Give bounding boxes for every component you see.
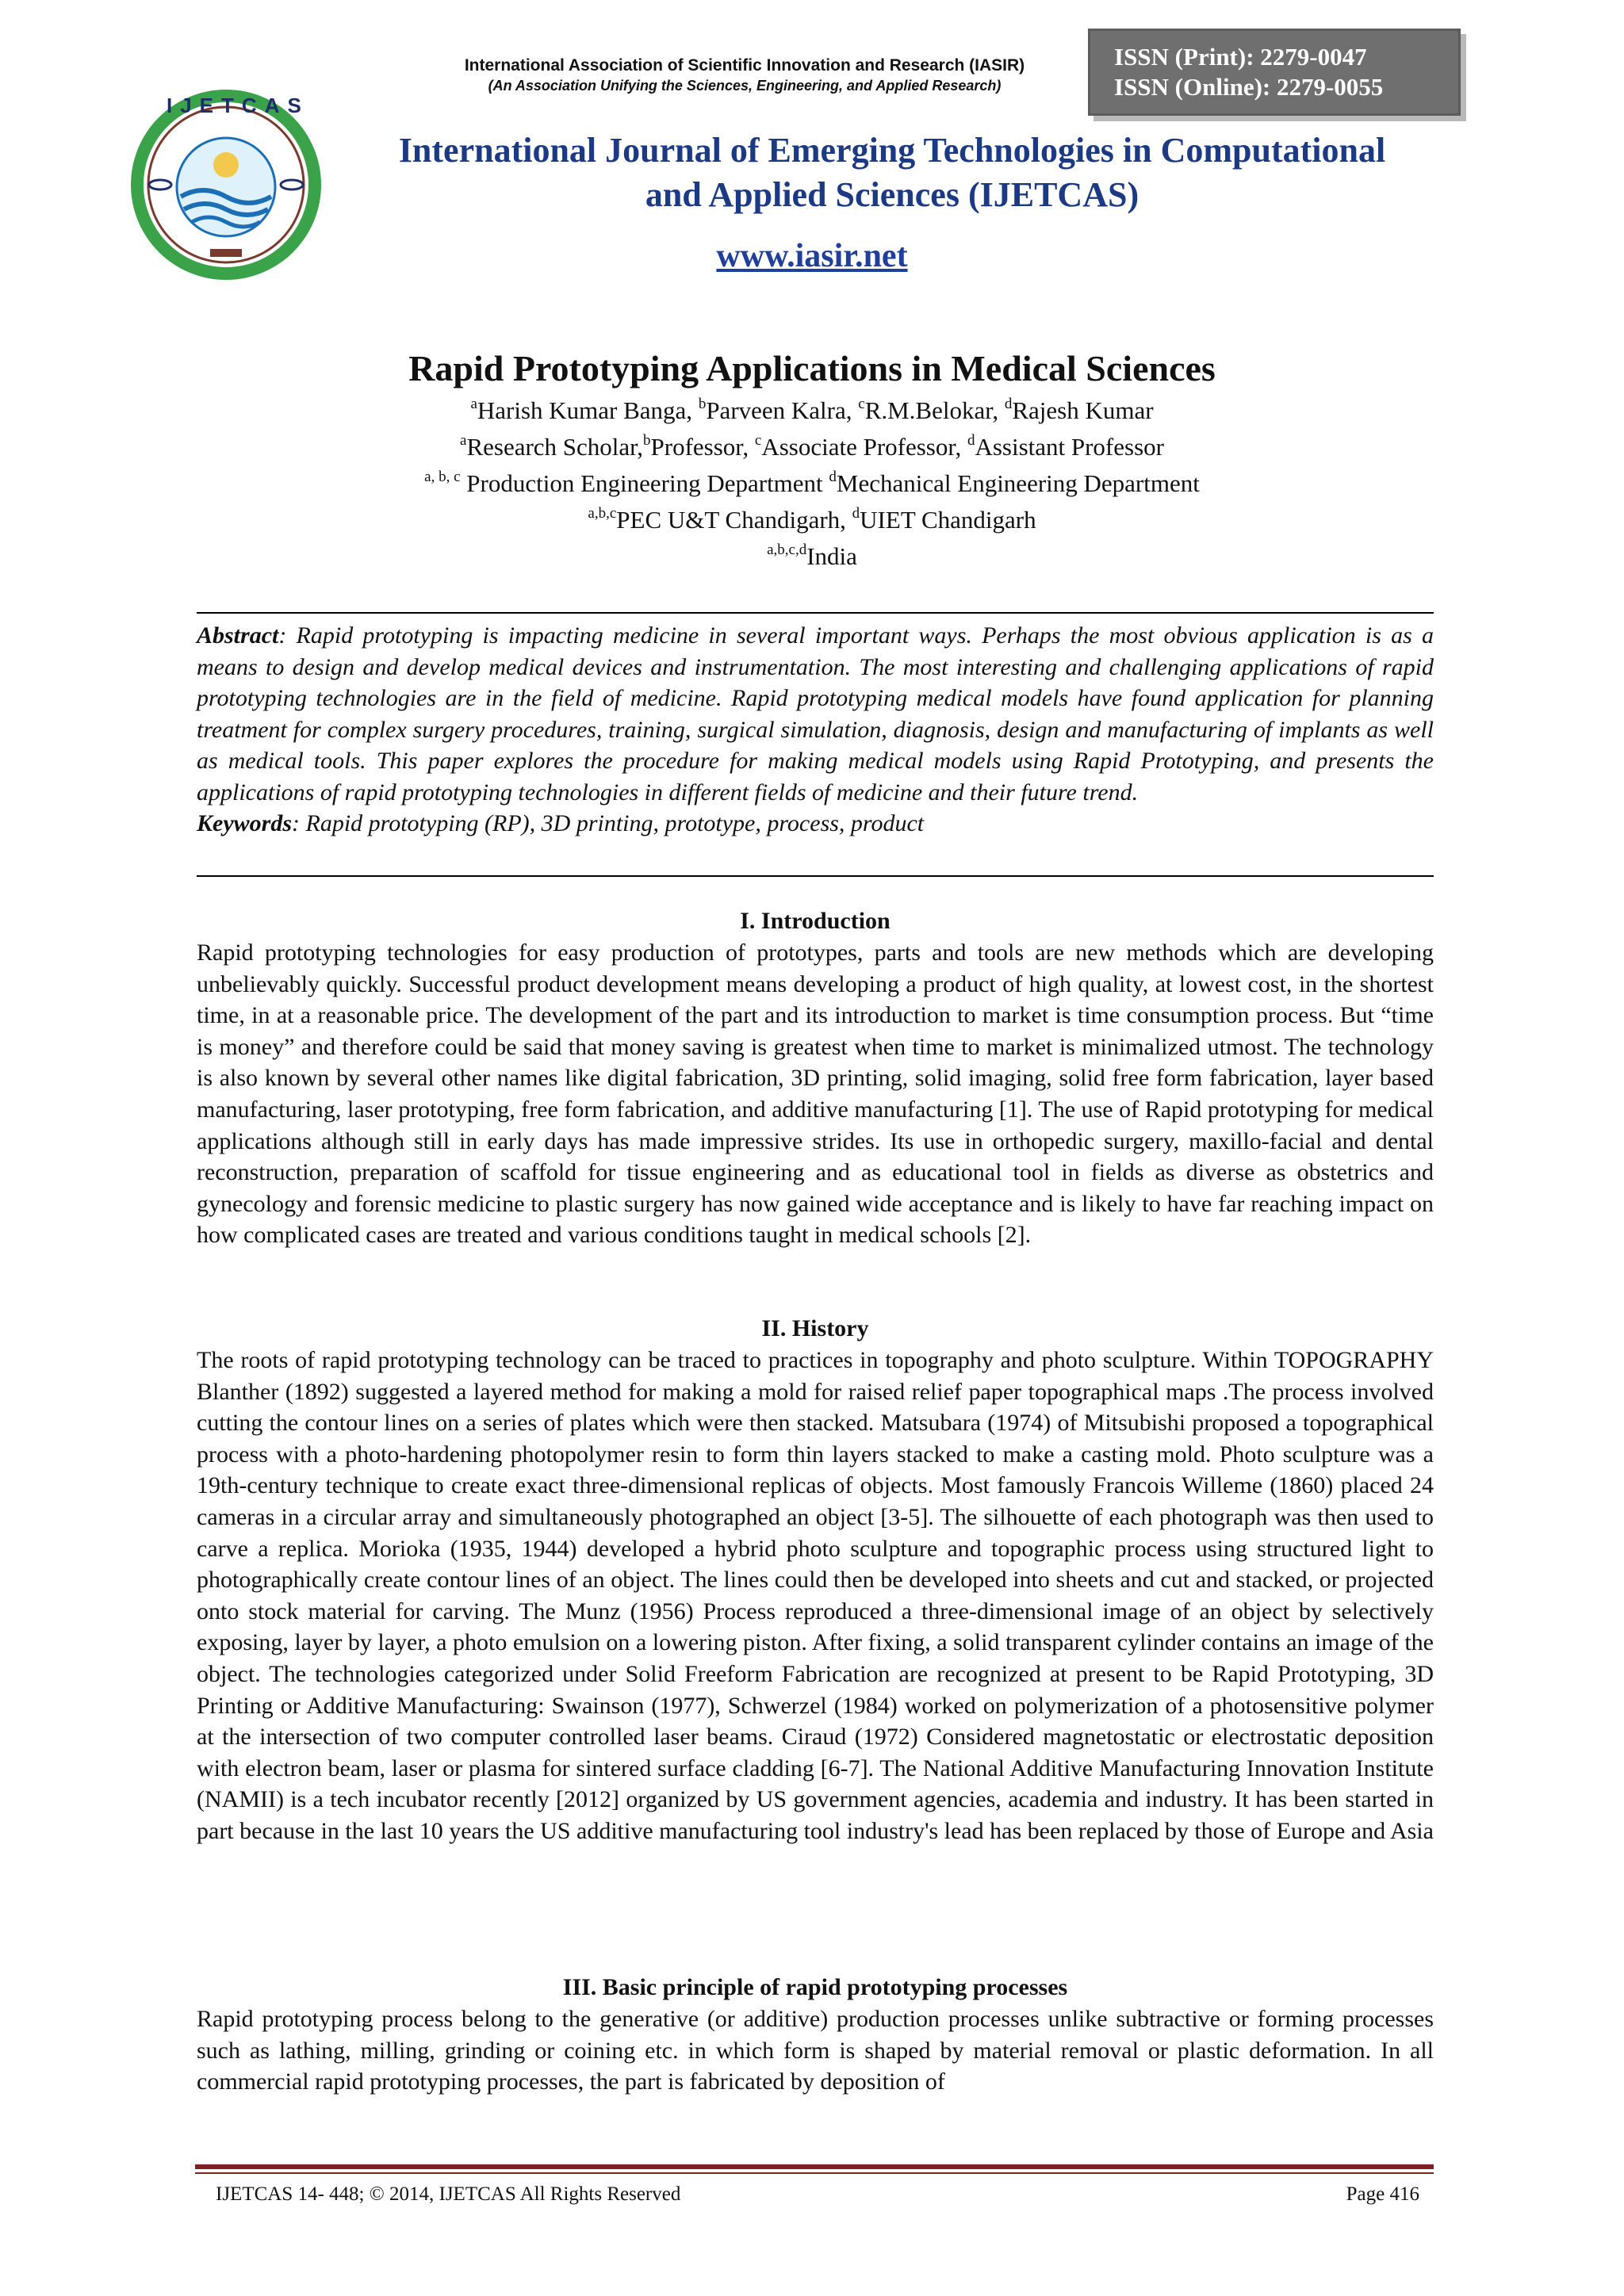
institution-1-sup: a,b,c — [588, 505, 617, 522]
author-3-name: R.M.Belokar, — [864, 396, 1005, 424]
role-line — [178, 431, 1446, 463]
author-1-name: Harish Kumar Banga, — [477, 396, 699, 424]
country-sup: a,b,c,d — [767, 541, 807, 558]
keywords-text: : Rapid prototyping (RP), 3D printing, prototype, process, product — [292, 810, 925, 836]
role-1-name: Research Scholar, — [466, 433, 644, 461]
issn-print: ISSN (Print): 2279-0047 — [1114, 43, 1367, 71]
role-2-sup: b — [643, 432, 651, 449]
department-line — [178, 468, 1446, 499]
role-4-name: Assistant Professor — [975, 433, 1164, 461]
abstract-top-rule — [197, 612, 1434, 614]
section-heading-basic-principle: III. Basic principle of rapid prototyping processes — [562, 1974, 1068, 2000]
role-2-name: Professor, — [650, 433, 755, 461]
author-4-sup: d — [1004, 396, 1013, 412]
abstract-block — [197, 622, 1434, 806]
institution-1-name: PEC U&T Chandigarh, — [616, 506, 852, 534]
history-paragraph: The roots of rapid prototyping technology can be traced to practices in topography and photo sculpture. Within TOPOGRAPHY Blanther (1892) suggested a layered method for making a mold for raised relief paper topographical maps .The process involved cutting the contour lines on a series of plates which were then stacked. Matsubara (1974) of Mitsubishi proposed a topographical process with a photo-hardening photopolymer resin to form thin layers stacked to make a casting mold. Photo sculpture was a 19th-century technique to create exact three-dimensional replicas of objects. Most famously Francois Willeme (1860) placed 24 cameras in a circular array and simultaneously photographed an object [3-5]. The silhouette of each photograph was then used to carve a replica. Morioka (1935, 1944) developed a hybrid photo sculpture and topographic process using structured light to photographically create contour lines of an object. The lines could then be developed into sheets and cut and stacked, or projected onto stock material for carving. The Munz (1956) Process reproduced a three-dimensional image of an object by selectively exposing, layer by layer, a photo emulsion on a lowering piston. After fixing, a solid transparent cylinder contains an image of the object. The technologies categorized under Solid Freeform Fabrication are recognized at present to be Rapid Prototyping, 3D Printing or Additive Manufacturing: Swainson (1977), Schwerzel (1984) worked on polymerization of a photosensitive polymer at the intersection of two computer controlled laser beams. Ciraud (1972) Considered magnetostatic or electrostatic deposition with electron beam, laser or plasma for sintered surface cladding [6-7]. The National Additive Manufacturing Innovation Institute (NAMII) is a tech incubator recently [2012] organized by US government agencies, academia and industry. It has been started in part because in the last 10 years the US additive manufacturing tool industry's lead has been replaced by those of Europe and Asia — [197, 1347, 1434, 1844]
author-3-sup: c — [858, 396, 865, 412]
department-2-name: Mechanical Engineering Department — [836, 469, 1200, 497]
footer-copyright: IJETCAS 14- 448; © 2014, IJETCAS All Rights Reserved — [216, 2183, 681, 2205]
author-2-sup: b — [698, 396, 707, 412]
institution-2-name: UIET Chandigarh — [860, 506, 1036, 534]
country-line — [178, 541, 1446, 572]
author-2-name: Parveen Kalra, — [706, 396, 859, 424]
issn-online: ISSN (Online): 2279-0055 — [1114, 73, 1384, 101]
author-line — [178, 395, 1446, 427]
department-2-sup: d — [829, 469, 837, 485]
basic-principle-paragraph: Rapid prototyping process belong to the generative (or additive) production processes unlike subtractive or forming processes such as lathing, milling, grinding or coining etc. in which form is shaped by material removal or plastic deformation. In all commercial rapid prototyping processes, the part is fabricated by deposition of — [197, 2006, 1434, 2095]
journal-title — [325, 128, 1459, 217]
journal-title-line2: and Applied Sciences (IJETCAS) — [645, 175, 1139, 214]
introduction-paragraph: Rapid prototyping technologies for easy production of prototypes, parts and tools are new methods which are developing unbelievably quickly. Successful product development means developing a product of high quality, at lowest cost, in the shortest time, in at a reasonable price. The development of the part and its introduction to market is time consumption process. But “time is money” and therefore could be said that money saving is greatest when time to market is minimalized utmost. The technology is also known by several other names like digital fabrication, 3D printing, solid imaging, solid free form fabrication, layer based manufacturing, laser prototyping, free form fabrication, and additive manufacturing [1]. The use of Rapid prototyping for medical applications although still in early days has made impressive strides. Its use in orthopedic surgery, maxillo-facial and dental reconstruction, preparation of scaffold for tissue engineering and as educational tool in fields as diverse as obstetrics and gynecology and forensic medicine to plastic surgery has now gained wide acceptance and is likely to have far reaching impact on how complicated cases are treated and various conditions taught in medical schools [2]. — [197, 939, 1434, 1249]
association-title: International Association of Scientific Innovation and Research (IASIR) — [464, 56, 1025, 75]
author-1-sup: a — [470, 396, 477, 412]
association-subtitle: (An Association Unifying the Sciences, Engineering, and Applied Research) — [488, 78, 1002, 94]
role-4-sup: d — [967, 432, 975, 449]
abstract-bottom-rule — [197, 875, 1434, 877]
department-1-sup: a, b, c — [424, 469, 461, 485]
paper-title: Rapid Prototyping Applications in Medical Sciences — [408, 348, 1216, 388]
footer-page-number: Page 416 — [1346, 2183, 1419, 2205]
role-3-name: Associate Professor, — [761, 433, 967, 461]
footer-rule-thick — [195, 2164, 1434, 2169]
journal-title-line1: International Journal of Emerging Technologies in Computational — [398, 131, 1386, 170]
section-heading-introduction: I. Introduction — [740, 908, 891, 934]
abstract — [197, 620, 1434, 840]
section-heading-history: II. History — [761, 1315, 869, 1341]
logo-text: IJETCAS — [167, 94, 309, 117]
institution-2-sup: d — [852, 505, 860, 522]
department-1-name: Production Engineering Department — [460, 469, 829, 497]
author-4-name: Rajesh Kumar — [1012, 396, 1154, 424]
keywords-block — [197, 810, 924, 836]
issn-box — [1088, 29, 1461, 116]
abstract-text: : Rapid prototyping is impacting medicine in several important ways. Perhaps the most obvious application is as a means to design and develop medical devices and instrumentation. The most interesting and challenging applications of rapid prototyping technologies are in the field of medicine. Rapid prototyping medical models have found application for planning treatment for complex surgery procedures, training, surgical simulation, diagnosis, design and manufacturing of implants as well as medical tools. This paper explores the procedure for making medical models using Rapid Prototyping, and presents the applications of rapid prototyping technologies in different fields of medicine and their future trend. — [197, 622, 1434, 806]
country-name: India — [806, 542, 857, 570]
abstract-label: Abstract — [197, 622, 279, 649]
journal-url-link[interactable]: www.iasir.net — [716, 238, 908, 274]
role-1-sup: a — [460, 432, 467, 449]
institution-line — [178, 504, 1446, 536]
role-3-sup: c — [754, 432, 762, 449]
keywords-label: Keywords — [197, 810, 292, 836]
footer-rule-thin — [195, 2172, 1434, 2174]
